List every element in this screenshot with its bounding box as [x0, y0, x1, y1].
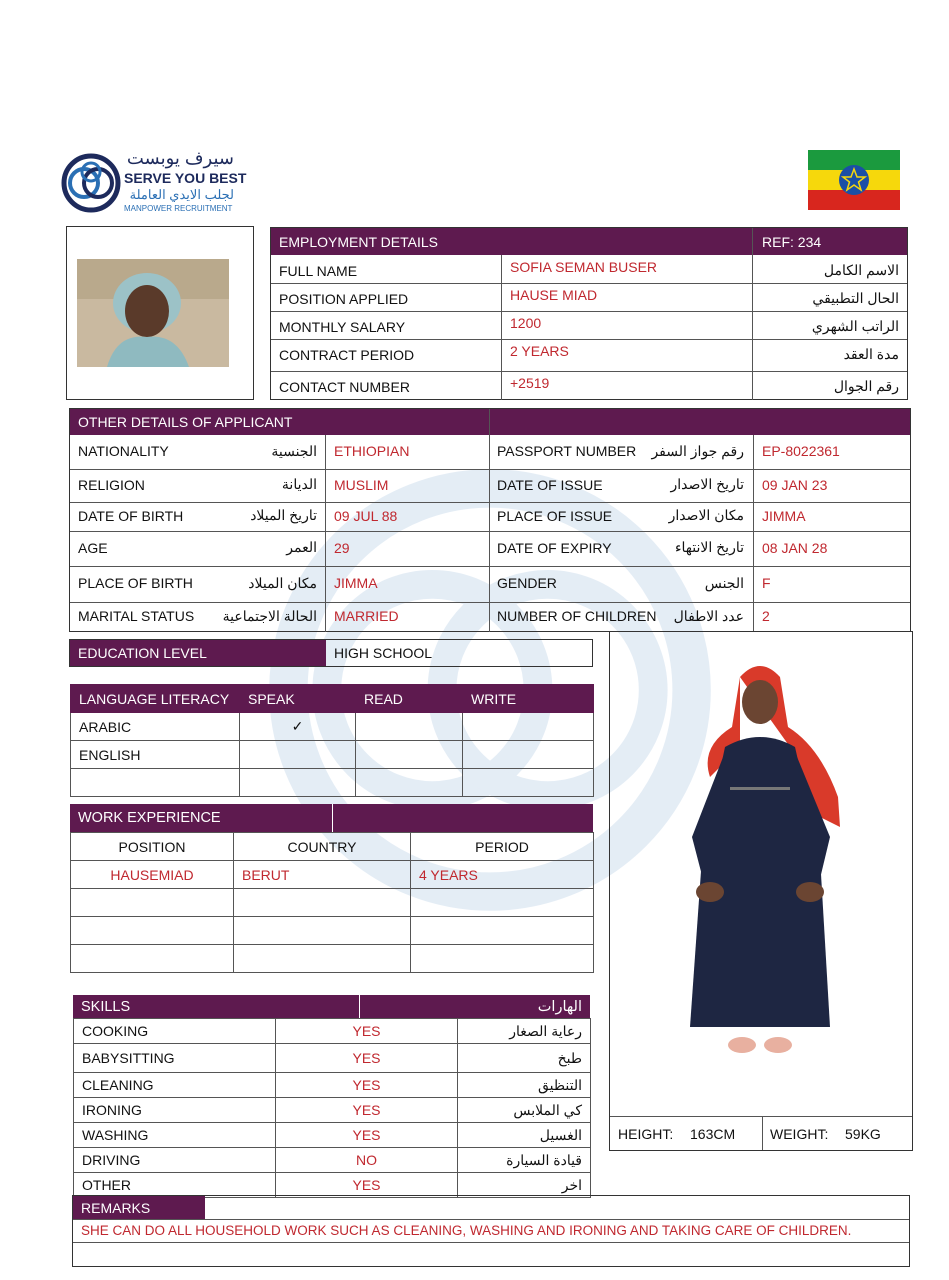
weight-value: 59KG	[845, 1126, 881, 1142]
other-left-arabic: العمر	[286, 539, 317, 555]
work-experience-table	[70, 832, 594, 973]
table-row	[71, 769, 594, 797]
skills-title: SKILLS	[81, 998, 131, 1015]
applicant-full-body-image	[670, 657, 850, 1067]
table-row	[71, 889, 594, 917]
read-cell	[356, 769, 463, 797]
contract-period-arabic: مدة العقد	[843, 346, 899, 362]
table-row	[71, 945, 594, 973]
other-left-label: RELIGION	[78, 476, 145, 493]
table-row	[71, 861, 594, 889]
height-value: 163CM	[690, 1126, 736, 1142]
other-left-label: MARITAL STATUS	[78, 608, 195, 624]
work-country: BERUT	[234, 861, 411, 889]
other-right-value: JIMMA	[762, 507, 806, 524]
contact-number-arabic: رقم الجوال	[833, 378, 899, 394]
remarks-box	[72, 1195, 910, 1267]
language-name	[71, 769, 240, 797]
employment-details-table	[270, 227, 908, 400]
skills-title-arabic: الهارات	[537, 998, 582, 1015]
other-left-value: JIMMA	[334, 575, 378, 591]
work-period	[411, 945, 594, 973]
other-right-value: 09 JAN 23	[762, 476, 828, 493]
period-header: PERIOD	[411, 833, 594, 861]
table-row	[74, 1019, 591, 1044]
monthly-salary-label: MONTHLY SALARY	[279, 318, 406, 335]
write-cell	[463, 769, 594, 797]
other-left-value: 29	[334, 539, 350, 556]
logo-emblem-icon	[60, 150, 122, 216]
skill-value: YES	[276, 1019, 458, 1044]
other-right-label: PASSPORT NUMBER	[497, 443, 637, 459]
skill-name: WASHING	[74, 1123, 276, 1148]
logo-english-name: SERVE YOU BEST	[124, 170, 247, 186]
work-experience-title: WORK EXPERIENCE	[78, 810, 221, 826]
position-header: POSITION	[71, 833, 234, 861]
position-applied-arabic: الحال التطبيقي	[812, 290, 899, 306]
speak-cell	[240, 769, 356, 797]
skill-value: YES	[276, 1044, 458, 1073]
other-right-arabic: عدد الاطفال	[673, 607, 744, 624]
other-right-label: DATE OF EXPIRY	[497, 539, 612, 556]
logo-arabic-name: سيرف يوبست	[126, 148, 234, 168]
table-row	[74, 1148, 591, 1173]
other-left-label: PLACE OF BIRTH	[78, 575, 193, 591]
work-country	[234, 945, 411, 973]
education-level-row	[69, 639, 593, 667]
table-row	[71, 741, 594, 769]
other-left-value: 09 JUL 88	[334, 507, 398, 524]
skill-arabic: الغسيل	[458, 1123, 591, 1148]
table-row	[71, 713, 594, 741]
speak-check-icon: ✓	[240, 713, 356, 741]
language-literacy-table	[70, 684, 594, 797]
other-left-arabic: مكان الميلاد	[248, 574, 317, 591]
language-name: ENGLISH	[71, 741, 240, 769]
other-left-arabic: تاريخ الميلاد	[250, 507, 317, 523]
other-right-arabic: رقم جواز السفر	[651, 442, 744, 459]
other-left-value: ETHIOPIAN	[334, 443, 410, 459]
work-position: HAUSEMIAD	[71, 861, 234, 889]
skill-name: OTHER	[74, 1173, 276, 1198]
write-cell	[463, 713, 594, 741]
skill-arabic: قيادة السيارة	[458, 1148, 591, 1173]
skill-arabic: التنظيق	[458, 1073, 591, 1098]
read-cell	[356, 713, 463, 741]
work-position	[71, 889, 234, 917]
other-right-label: PLACE OF ISSUE	[497, 507, 613, 524]
read-header: READ	[356, 685, 463, 713]
applicant-photo-box	[66, 226, 254, 400]
applicant-full-photo-box	[609, 631, 913, 1151]
language-name: ARABIC	[71, 713, 240, 741]
height-label: HEIGHT:	[618, 1126, 674, 1142]
work-period: 4 YEARS	[411, 861, 594, 889]
skill-value: YES	[276, 1073, 458, 1098]
full-name-label: FULL NAME	[279, 262, 358, 279]
position-applied-label: POSITION APPLIED	[279, 290, 409, 307]
other-right-value: EP-8022361	[762, 443, 840, 459]
weight-label: WEIGHT:	[770, 1126, 829, 1142]
work-country	[234, 917, 411, 945]
monthly-salary-value: 1200	[510, 315, 542, 331]
table-row	[74, 1173, 591, 1198]
skill-name: IRONING	[74, 1098, 276, 1123]
skill-name: BABYSITTING	[74, 1044, 276, 1073]
skills-header	[73, 995, 590, 1018]
other-right-value: F	[762, 575, 771, 591]
work-period	[411, 889, 594, 917]
other-right-label: DATE OF ISSUE	[497, 476, 603, 493]
skill-arabic: كي الملابس	[458, 1098, 591, 1123]
contact-number-value: +2519	[510, 375, 550, 391]
table-row	[71, 917, 594, 945]
speak-cell	[240, 741, 356, 769]
other-right-label: NUMBER OF CHILDREN	[497, 608, 657, 624]
read-cell	[356, 741, 463, 769]
skill-value: YES	[276, 1173, 458, 1198]
remarks-title: REMARKS	[81, 1199, 151, 1216]
other-details-title: OTHER DETAILS OF APPLICANT	[78, 414, 293, 430]
contract-period-value: 2 YEARS	[510, 343, 569, 359]
full-name-value: SOFIA SEMAN BUSER	[510, 259, 658, 275]
work-position	[71, 917, 234, 945]
table-row	[74, 1073, 591, 1098]
other-left-label: NATIONALITY	[78, 443, 169, 459]
company-logo	[60, 148, 250, 218]
other-right-value: 08 JAN 28	[762, 539, 828, 556]
other-right-arabic: تاريخ الانتهاء	[674, 539, 744, 555]
education-level-label: EDUCATION LEVEL	[78, 645, 207, 661]
other-right-label: GENDER	[497, 575, 557, 591]
contact-number-label: CONTACT NUMBER	[279, 378, 410, 395]
other-left-value: MUSLIM	[334, 476, 389, 493]
other-right-arabic: مكان الاصدار	[668, 507, 744, 523]
other-left-arabic: الحالة الاجتماعية	[222, 607, 317, 624]
skill-arabic: رعاية الصغار	[458, 1019, 591, 1044]
skill-arabic: اخر	[458, 1173, 591, 1198]
skills-table	[73, 1018, 591, 1198]
monthly-salary-arabic: الراتب الشهري	[811, 318, 899, 334]
skill-name: CLEANING	[74, 1073, 276, 1098]
logo-english-tagline: MANPOWER RECRUITMENT	[124, 204, 233, 213]
employment-title: EMPLOYMENT DETAILS	[279, 233, 438, 250]
other-left-value: MARRIED	[334, 608, 399, 624]
other-left-arabic: الجنسية	[271, 442, 317, 459]
ref-number: REF: 234	[762, 233, 822, 250]
remarks-text: SHE CAN DO ALL HOUSEHOLD WORK SUCH AS CLEANING, WASHING AND IRONING AND TAKING CARE OF CHILDREN.	[81, 1223, 852, 1238]
other-right-arabic: تاريخ الاصدار	[670, 476, 744, 492]
other-right-arabic: الجنس	[704, 574, 744, 591]
other-left-arabic: الديانة	[281, 476, 317, 492]
full-name-arabic: الاسم الكامل	[823, 262, 899, 278]
skill-value: YES	[276, 1123, 458, 1148]
table-row	[74, 1123, 591, 1148]
work-country	[234, 889, 411, 917]
skill-name: DRIVING	[74, 1148, 276, 1173]
logo-arabic-tagline: لجلب الايدي العاملة	[129, 187, 234, 202]
applicant-portrait-image	[77, 259, 229, 367]
work-experience-header	[70, 804, 593, 832]
table-row	[74, 1044, 591, 1073]
skill-name: COOKING	[74, 1019, 276, 1044]
write-cell	[463, 741, 594, 769]
table-row	[74, 1098, 591, 1123]
skill-value: NO	[276, 1148, 458, 1173]
skill-arabic: طبخ	[458, 1044, 591, 1073]
contract-period-label: CONTRACT PERIOD	[279, 346, 415, 363]
position-applied-value: HAUSE MIAD	[510, 287, 598, 303]
work-position	[71, 945, 234, 973]
skill-value: YES	[276, 1098, 458, 1123]
ethiopia-flag-icon	[808, 150, 900, 210]
education-level-value: HIGH SCHOOL	[334, 645, 433, 661]
country-header: COUNTRY	[234, 833, 411, 861]
work-period	[411, 917, 594, 945]
speak-header: SPEAK	[240, 685, 356, 713]
write-header: WRITE	[463, 685, 594, 713]
other-left-label: DATE OF BIRTH	[78, 507, 184, 524]
other-left-label: AGE	[78, 539, 108, 556]
other-right-value: 2	[762, 608, 770, 624]
language-header: LANGUAGE LITERACY	[71, 685, 240, 713]
